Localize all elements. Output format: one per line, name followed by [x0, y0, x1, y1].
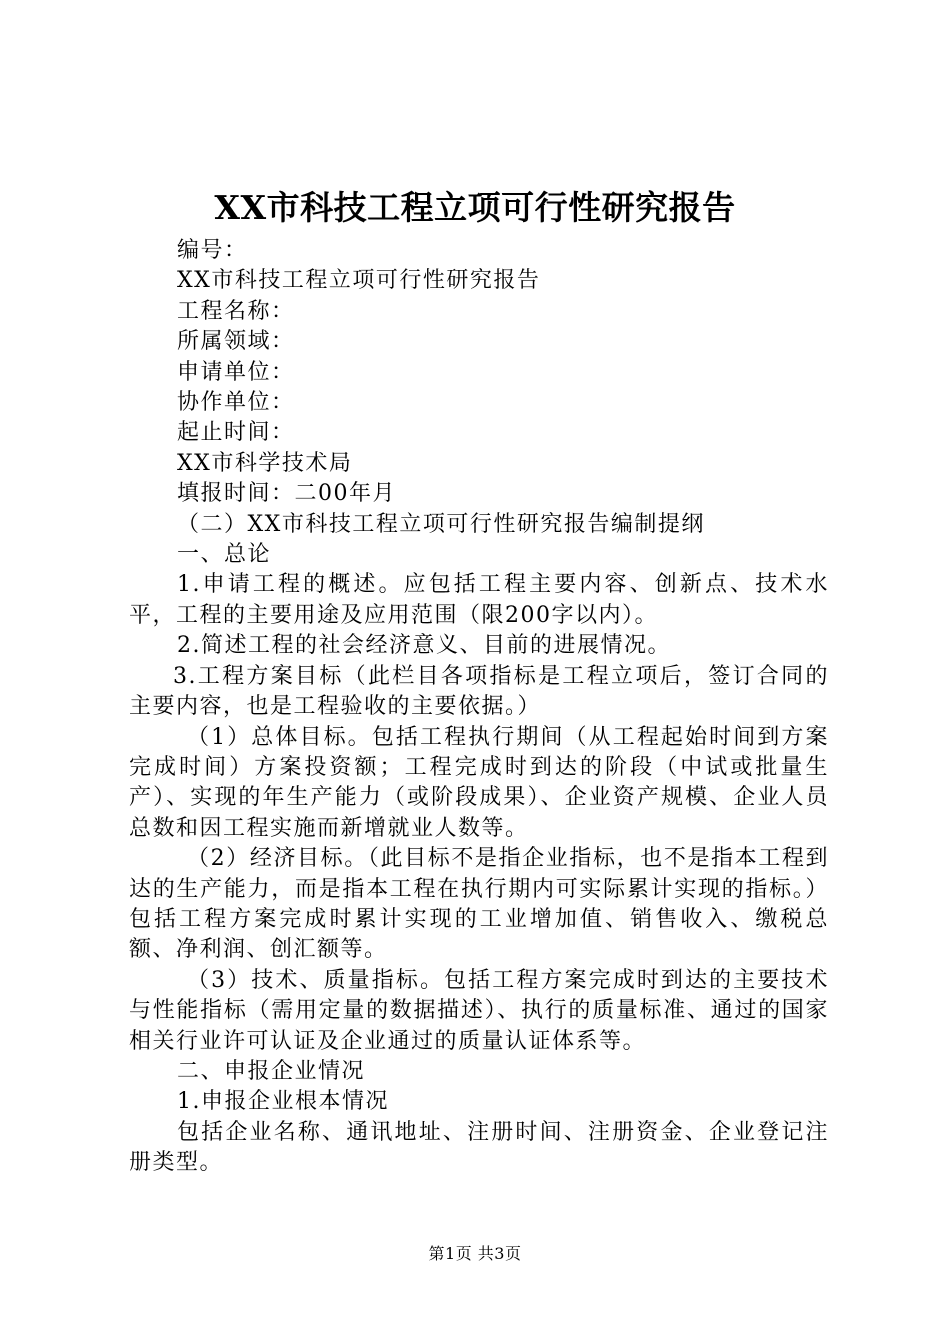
section2-heading: 二、申报企业情况: [177, 1058, 366, 1084]
outline-heading: （二）XX市科技工程立项可行性研究报告编制提纲: [177, 511, 705, 537]
bureau-name: XX市科学技术局: [177, 450, 353, 476]
section1-heading: 一、总论: [177, 542, 272, 568]
section1-item1: 1.申请工程的概述。应包括工程主要内容、创新点、技术水平，工程的主要用途及应用范围（限200字以内）。: [129, 572, 829, 628]
section1-item2: 2.简述工程的社会经济意义、目前的进展情况。: [177, 633, 671, 659]
field-label: 所属领域：: [177, 329, 295, 355]
goal-technical: （3）技术、质量指标。包括工程方案完成时到达的主要技术与性能指标（需用定量的数据描述）、执行的质量标准、通过的国家相关行业许可认证及企业通过的质量认证体系等。: [129, 967, 829, 1054]
document-body: [129, 236, 829, 1179]
number-label: 编号：: [177, 238, 248, 263]
page-number: 第1页 共3页: [428, 1244, 522, 1263]
goal-economic: （2）经济目标。（此目标不是指企业指标，也不是指本工程到达的生产能力，而是指本工程在执行期内可实际累计实现的指标。）包括工程方案完成时累计实现的工业增加值、销售收入、缴税总额、净利润、创汇额等。: [129, 846, 829, 963]
period-label: 起止时间：: [177, 420, 295, 446]
document-title: XX市科技工程立项可行性研究报告: [214, 188, 736, 227]
page-footer: [0, 1244, 950, 1264]
section2-item1: 1.申报企业根本情况: [177, 1089, 389, 1115]
section2-item1-text: 包括企业名称、通讯地址、注册时间、注册资金、企业登记注册类型。: [129, 1119, 829, 1176]
report-name: XX市科技工程立项可行性研究报告: [177, 268, 541, 294]
project-name-label: 工程名称：: [177, 298, 295, 324]
goal-overall: （1）总体目标。包括工程执行期间（从工程起始时间到方案完成时间）方案投资额；工程完成时到达的阶段（中试或批量生产）、实现的年生产能力（或阶段成果）、企业资产规模、企业人员总数和因工程实施而新增就业人数等。: [129, 724, 829, 841]
fill-date-label: 填报时间：二00年月: [177, 481, 396, 507]
section1-item3: 3.工程方案目标（此栏目各项指标是工程立项后，签订合同的主要内容，也是工程验收的主要依据。）: [129, 663, 829, 720]
applicant-label: 申请单位：: [177, 359, 295, 385]
partner-label: 协作单位：: [177, 390, 295, 416]
